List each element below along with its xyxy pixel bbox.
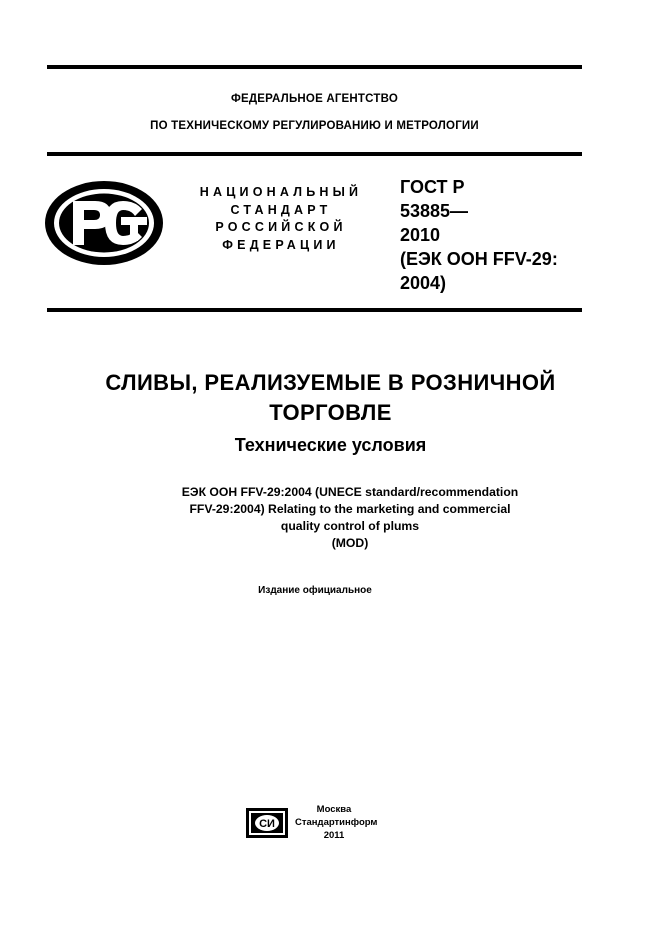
- publisher-info: [295, 803, 378, 842]
- publisher-city: Москва: [316, 804, 352, 815]
- header-rule: [47, 152, 582, 156]
- standartinform-logo: [246, 808, 288, 838]
- designation-line-5: 2004): [400, 273, 447, 293]
- international-reference: [100, 484, 600, 552]
- top-rule: [47, 65, 582, 69]
- edition-label: Издание официальное: [258, 585, 372, 596]
- document-subtitle: Технические условия: [234, 435, 427, 455]
- standard-type: [192, 184, 370, 254]
- designation-line-2: 53885—: [400, 201, 469, 221]
- designation-line-4: (ЕЭК ООН FFV-29:: [400, 249, 558, 269]
- document-title-line-2: ТОРГОВЛЕ: [269, 400, 392, 425]
- intl-ref-line-3: quality control of plums: [280, 519, 420, 533]
- intl-ref-line-1: ЕЭК ООН FFV-29:2004 (UNECE standard/recommendation: [181, 485, 519, 499]
- designation-line-3: 2010: [400, 225, 441, 245]
- standard-designation: [400, 175, 582, 295]
- publication-year: 2011: [323, 830, 345, 841]
- standard-type-line-4: ФЕДЕРАЦИИ: [222, 237, 340, 252]
- standard-type-line-1: НАЦИОНАЛЬНЫЙ: [199, 185, 363, 199]
- standard-type-line-3: РОССИЙСКОЙ: [215, 220, 347, 234]
- intl-ref-line-4: (MOD): [331, 536, 369, 550]
- intl-ref-line-2: FFV-29:2004) Relating to the marketing and commercial: [189, 502, 511, 516]
- publisher-logo-text: СИ: [259, 818, 275, 830]
- designation-line-1: ГОСТ Р: [400, 177, 465, 197]
- publisher-name: Стандартинформ: [295, 817, 378, 828]
- gost-r-logo: [43, 179, 165, 267]
- designation-rule: [47, 308, 582, 312]
- agency-name-line-2: ПО ТЕХНИЧЕСКОМУ РЕГУЛИРОВАНИЮ И МЕТРОЛОГИИ: [150, 120, 479, 132]
- standard-type-line-2: СТАНДАРТ: [230, 202, 332, 217]
- document-title-line-1: СЛИВЫ, РЕАЛИЗУЕМЫЕ В РОЗНИЧНОЙ: [105, 370, 556, 395]
- agency-name-line-1: ФЕДЕРАЛЬНОЕ АГЕНТСТВО: [231, 93, 398, 105]
